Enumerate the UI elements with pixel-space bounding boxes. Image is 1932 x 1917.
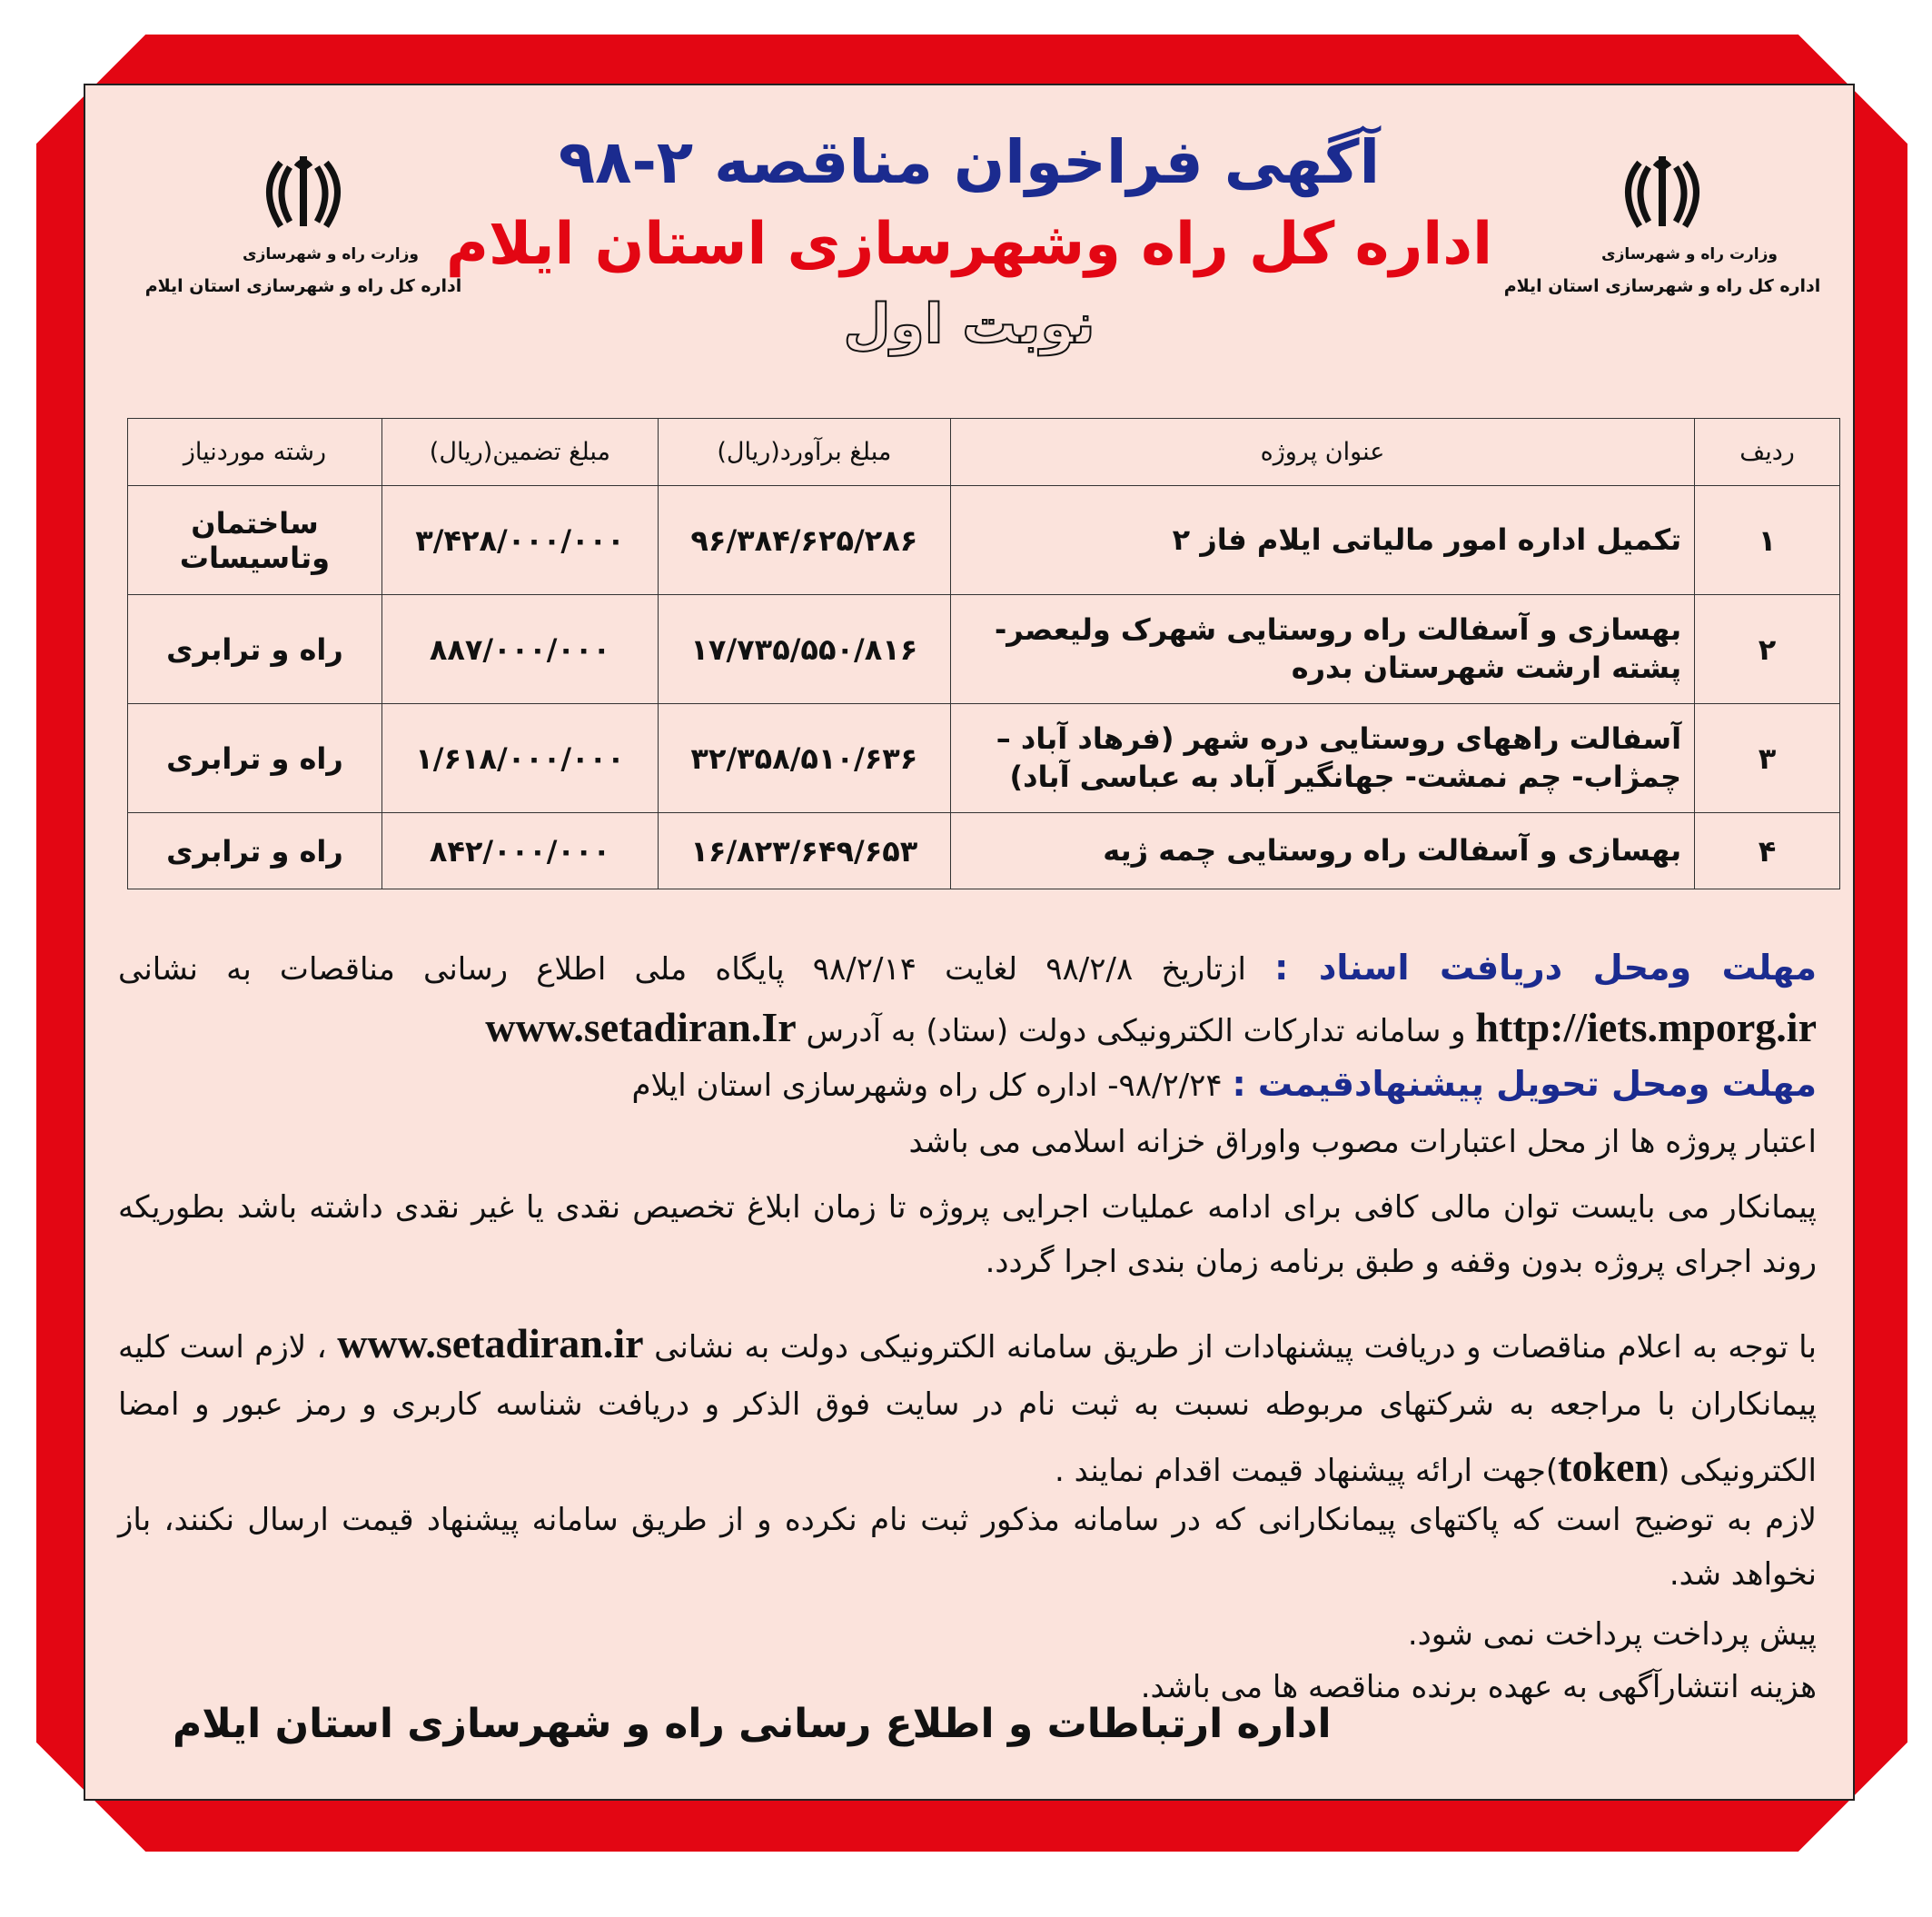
cell-guarantee: ۸۴۲/۰۰۰/۰۰۰ bbox=[381, 813, 658, 889]
round-label: نوبت اول bbox=[843, 293, 1095, 356]
department-label: اداره کل راه و شهرسازی استان ایلام bbox=[1503, 276, 1821, 296]
offer-deadline-text: ۹۸/۲/۲۴- اداره کل راه وشهرسازی استان ایلام bbox=[631, 1068, 1223, 1104]
table-row bbox=[128, 595, 1840, 704]
table-row bbox=[128, 486, 1840, 595]
cell-guarantee: ۱/۶۱۸/۰۰۰/۰۰۰ bbox=[381, 704, 658, 813]
table-row bbox=[128, 704, 1840, 813]
cell-estimate: ۳۲/۳۵۸/۵۱۰/۶۳۶ bbox=[658, 704, 950, 813]
cell-row-no: ۳ bbox=[1695, 704, 1840, 813]
cell-estimate: ۹۶/۳۸۴/۶۲۵/۲۸۶ bbox=[658, 486, 950, 595]
cell-title: آسفالت راههای روستایی دره شهر (فرهاد آباد – چمژاب- چم نمشت- جهانگیر آباد به عباسی آباد) bbox=[950, 704, 1694, 813]
col-header-title: عنوان پروژه bbox=[950, 419, 1694, 486]
organization-title: اداره کل راه وشهرسازی استان ایلام bbox=[445, 211, 1493, 278]
cell-field: راه و ترابری bbox=[128, 813, 382, 889]
cell-field: راه و ترابری bbox=[128, 704, 382, 813]
tender-table bbox=[127, 418, 1840, 889]
cell-field: ساختمان وتاسیسات bbox=[128, 486, 382, 595]
offer-deadline-label: مهلت ومحل تحویل پیشنهادقیمت : bbox=[1232, 1064, 1817, 1104]
documents-deadline bbox=[118, 941, 1817, 1059]
cell-estimate: ۱۶/۸۲۳/۶۴۹/۶۵۳ bbox=[658, 813, 950, 889]
setadiran-url[interactable]: www.setadiran.Ir bbox=[485, 1003, 797, 1050]
table-header-row bbox=[128, 419, 1840, 486]
table-row bbox=[128, 813, 1840, 889]
col-header-field: رشته موردنیاز bbox=[128, 419, 382, 486]
cell-guarantee: ۳/۴۲۸/۰۰۰/۰۰۰ bbox=[381, 486, 658, 595]
paragraph-publication-cost: هزینه انتشارآگهی به عهده برنده مناقصه ها می باشد. bbox=[1140, 1669, 1817, 1705]
and-text: و bbox=[1451, 1012, 1466, 1049]
cell-field: راه و ترابری bbox=[128, 595, 382, 704]
cell-row-no: ۱ bbox=[1695, 486, 1840, 595]
ministry-label: وزارت راه و شهرسازی bbox=[1600, 245, 1778, 263]
ministry-label: وزارت راه و شهرسازی bbox=[242, 245, 419, 263]
documents-deadline-label: مهلت ومحل دریافت اسناد : bbox=[1274, 948, 1818, 988]
token-label: token bbox=[1558, 1443, 1659, 1490]
documents-deadline-text: ازتاریخ ۹۸/۲/۸ لغایت ۹۸/۲/۱۴ پایگاه ملی اطلاع رسانی مناقصات به نشانی bbox=[118, 951, 1246, 988]
paragraph-electronic-b: ، لازم است کلیه پیمانکاران با مراجعه به شرکتهای مربوطه نسبت به ثبت نام در سایت فوق الذکر و دریافت شناسه کاربری و رمز عبور و امضا الکترونیکی ( bbox=[118, 1329, 1817, 1489]
col-header-row-no: ردیف bbox=[1695, 419, 1840, 486]
cell-title: بهسازی و آسفالت راه روستایی شهرک ولیعصر- پشته ارشت شهرستان بدره bbox=[950, 595, 1694, 704]
cell-title: بهسازی و آسفالت راه روستایی چمه ژیه bbox=[950, 813, 1694, 889]
cell-row-no: ۴ bbox=[1695, 813, 1840, 889]
cell-estimate: ۱۷/۷۳۵/۵۵۰/۸۱۶ bbox=[658, 595, 950, 704]
paragraph-financial: پیمانکار می بایست توان مالی کافی برای ادامه عملیات اجرایی پروژه تا زمان ابلاغ تخصیص نقدی یا غیر نقدی داشته باشد بطوریکه روند اجرای پروژه بدون وقفه و طبق برنامه زمان بندی اجرا گردد. bbox=[118, 1189, 1817, 1280]
paragraph-electronic-c: )جهت ارائه پیشنهاد قیمت اقدام نمایند . bbox=[1055, 1452, 1559, 1489]
footer-signature: اداره ارتباطات و اطلاع رسانی راه و شهرسازی استان ایلام bbox=[173, 1701, 1332, 1747]
iets-url[interactable]: http://iets.mporg.ir bbox=[1475, 1003, 1817, 1050]
documents-deadline-text-2: سامانه تدارکات الکترونیکی دولت (ستاد) به آدرس bbox=[806, 1012, 1442, 1049]
setadiran-url-2[interactable]: www.setadiran.ir bbox=[337, 1320, 644, 1366]
col-header-guarantee: مبلغ تضمین(ریال) bbox=[381, 419, 658, 486]
col-header-estimate: مبلغ برآورد(ریال) bbox=[658, 419, 950, 486]
cell-guarantee: ۸۸۷/۰۰۰/۰۰۰ bbox=[381, 595, 658, 704]
paragraph-envelopes: لازم به توضیح است که پاکتهای پیمانکارانی که در سامانه مذکور ثبت نام نکرده و از طریق سامانه پیشنهاد قیمت ارسال نکنند، باز نخواهد شد. bbox=[118, 1502, 1817, 1593]
notice-title: آگهی فراخوان مناقصه ۲-۹۸ bbox=[558, 127, 1381, 197]
cell-title: تکمیل اداره امور مالیاتی ایلام فاز ۲ bbox=[950, 486, 1694, 595]
paragraph-electronic-a: با توجه به اعلام مناقصات و دریافت پیشنهادات از طریق سامانه الکترونیکی دولت به نشانی bbox=[654, 1329, 1818, 1366]
paragraph-electronic bbox=[118, 1308, 1817, 1503]
notice-panel bbox=[84, 84, 1855, 1801]
cell-row-no: ۲ bbox=[1695, 595, 1840, 704]
paragraph-prepayment: پیش پرداخت پرداخت نمی شود. bbox=[1407, 1616, 1817, 1653]
offer-deadline bbox=[118, 1064, 1817, 1104]
department-label: اداره کل راه و شهرسازی استان ایلام bbox=[144, 276, 462, 296]
paragraph-credit: اعتبار پروژه ها از محل اعتبارات مصوب واوراق خزانه اسلامی می باشد bbox=[908, 1124, 1817, 1160]
